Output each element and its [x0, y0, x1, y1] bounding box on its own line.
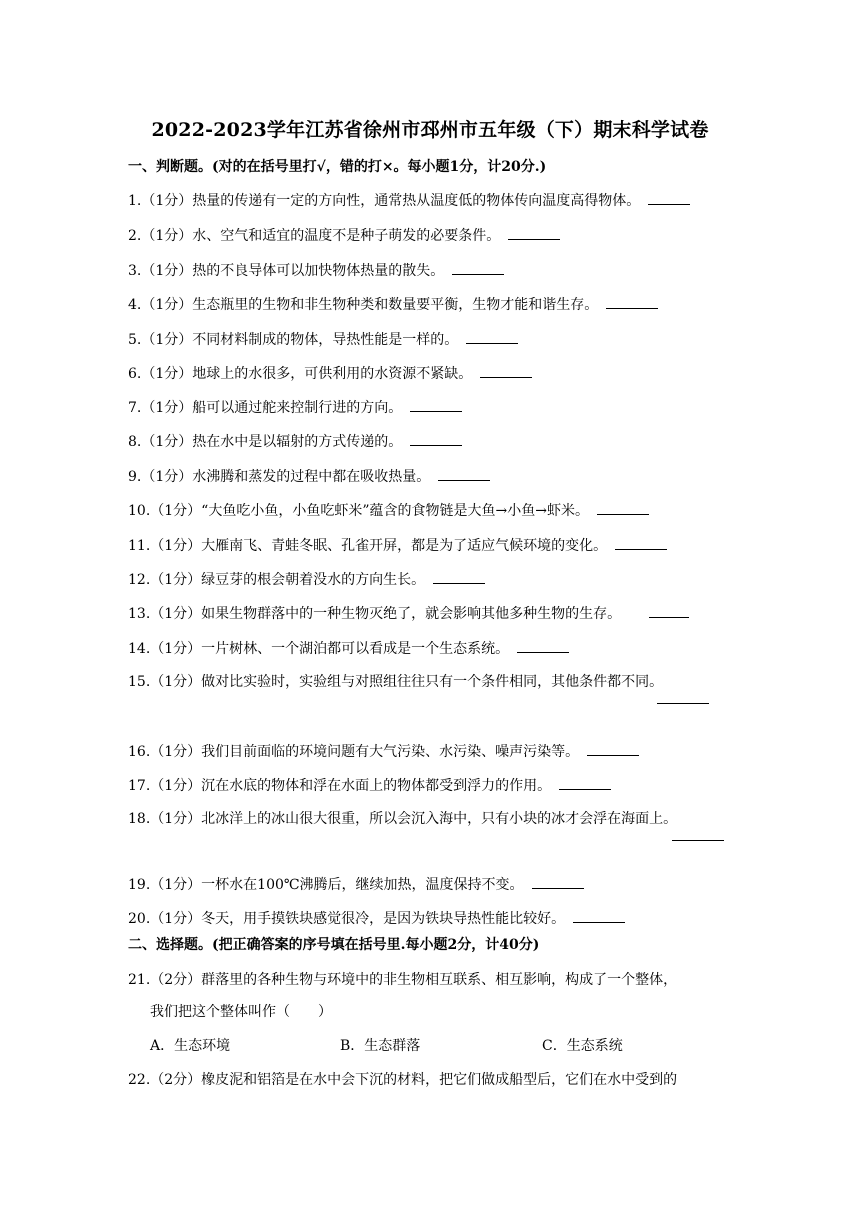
question-9: [128, 466, 738, 487]
question-text: （1分）我们目前面临的环境问题有大气污染、水污染、噪声污染等。: [150, 744, 580, 760]
question-number: 19.: [128, 877, 151, 893]
question-text: （1分）不同材料制成的物体，导热性能是一样的。: [141, 332, 459, 348]
question-number: 16.: [128, 744, 151, 760]
question-number: 8.: [128, 434, 142, 450]
question-number: 3.: [128, 263, 142, 279]
question-number: 17.: [128, 778, 151, 794]
question-text: （1分）冬天，用手摸铁块感觉很冷，是因为铁块导热性能比较好。: [150, 911, 566, 927]
question-19: [128, 874, 738, 895]
question-6: [128, 363, 738, 384]
question-number: 7.: [128, 400, 142, 416]
question-number: 10.: [128, 503, 151, 519]
question-8: [128, 431, 738, 452]
question-text: （1分）“大鱼吃小鱼，小鱼吃虾米”蕴含的食物链是大鱼→小鱼→虾米。: [150, 503, 589, 519]
answer-blank[interactable]: [452, 260, 504, 275]
answer-blank[interactable]: [672, 839, 724, 841]
answer-blank[interactable]: [438, 466, 490, 481]
question-text: （1分）沉在水底的物体和浮在水面上的物体都受到浮力的作用。: [150, 778, 552, 794]
question-12: [128, 569, 738, 590]
answer-blank[interactable]: [466, 329, 518, 344]
question-text: （1分）北冰洋上的冰山很大很重，所以会沉入海中，只有小块的冰才会浮在海面上。: [150, 811, 678, 827]
option-b: B．生态群落: [340, 1038, 421, 1054]
question-text: （2分）群落里的各种生物与环境中的非生物相互联系、相互影响，构成了一个整体，: [150, 972, 678, 988]
answer-blank[interactable]: [648, 190, 690, 205]
question-11: [128, 535, 738, 556]
question-text: （1分）热量的传递有一定的方向性，通常热从温度低的物体传向温度高得物体。: [141, 193, 641, 209]
question-number: 20.: [128, 911, 151, 927]
question-18: [128, 809, 738, 829]
answer-blank[interactable]: [649, 603, 689, 618]
question-number: 22.: [128, 1072, 151, 1088]
question-10: [128, 500, 738, 521]
question-text: （1分）如果生物群落中的一种生物灭绝了，就会影响其他多种生物的生存。: [150, 606, 622, 622]
answer-blank[interactable]: [657, 702, 709, 704]
question-5: [128, 329, 738, 350]
question-text: （1分）船可以通过舵来控制行进的方向。: [141, 400, 403, 416]
question-text: （1分）热在水中是以辐射的方式传递的。: [141, 434, 403, 450]
answer-blank[interactable]: [517, 638, 569, 653]
question-number: 21.: [128, 972, 151, 988]
question-13: [128, 603, 738, 624]
question-number: 13.: [128, 606, 151, 622]
answer-blank[interactable]: [508, 225, 560, 240]
section-2-heading: 二、选择题。(把正确答案的序号填在括号里.每小题2分，计40分): [128, 937, 540, 953]
question-16: [128, 741, 738, 762]
question-text: （2分）橡皮泥和铝箔是在水中会下沉的材料，把它们做成船型后，它们在水中受到的: [150, 1072, 678, 1088]
answer-blank[interactable]: [559, 775, 611, 790]
question-1: [128, 190, 738, 211]
question-text: （1分）热的不良导体可以加快物体热量的散失。: [141, 263, 445, 279]
answer-blank[interactable]: [410, 431, 462, 446]
question-number: 5.: [128, 332, 142, 348]
question-20: [128, 908, 738, 929]
answer-blank[interactable]: [410, 397, 462, 412]
answer-blank[interactable]: [433, 569, 485, 584]
question-number: 1.: [128, 193, 142, 209]
answer-blank[interactable]: [597, 500, 649, 515]
question-text: （1分）做对比实验时，实验组与对照组往往只有一个条件相同，其他条件都不同。: [150, 674, 664, 690]
option-a: A．生态环境: [150, 1038, 231, 1054]
answer-blank[interactable]: [615, 535, 667, 550]
option-c: C．生态系统: [542, 1038, 623, 1054]
question-number: 12.: [128, 572, 151, 588]
question-number: 9.: [128, 469, 142, 485]
answer-blank[interactable]: [573, 908, 625, 923]
answer-blank[interactable]: [480, 363, 532, 378]
question-number: 18.: [128, 811, 151, 827]
question-21-continued: 我们把这个整体叫作（ ）: [150, 1004, 332, 1020]
question-2: [128, 225, 738, 246]
question-text: （1分）绿豆芽的根会朝着没水的方向生长。: [150, 572, 426, 588]
question-3: [128, 260, 738, 281]
question-text: （1分）一片树林、一个湖泊都可以看成是一个生态系统。: [150, 641, 510, 657]
question-number: 15.: [128, 674, 151, 690]
exam-title: 2022-2023学年江苏省徐州市邳州市五年级（下）期末科学试卷: [151, 119, 709, 141]
question-15: [128, 672, 738, 692]
question-14: [128, 638, 738, 659]
question-text: （1分）一杯水在100℃沸腾后，继续加热，温度保持不变。: [150, 877, 524, 893]
answer-blank[interactable]: [532, 874, 584, 889]
question-number: 11.: [128, 538, 151, 554]
question-4: [128, 294, 738, 315]
question-number: 6.: [128, 366, 142, 382]
question-7: [128, 397, 738, 418]
question-text: （1分）水沸腾和蒸发的过程中都在吸收热量。: [141, 469, 431, 485]
question-17: [128, 775, 738, 796]
question-text: （1分）大雁南飞、青蛙冬眠、孔雀开屏，都是为了适应气候环境的变化。: [150, 538, 608, 554]
answer-blank[interactable]: [587, 741, 639, 756]
question-text: （1分）水、空气和适宜的温度不是种子萌发的必要条件。: [141, 228, 501, 244]
question-22: [128, 1070, 738, 1090]
question-number: 14.: [128, 641, 151, 657]
answer-blank[interactable]: [606, 294, 658, 309]
question-number: 4.: [128, 297, 142, 313]
section-1-heading: 一、判断题。(对的在括号里打√，错的打×。每小题1分，计20分.): [128, 159, 547, 175]
question-text: （1分）地球上的水很多，可供利用的水资源不紧缺。: [141, 366, 473, 382]
question-text: （1分）生态瓶里的生物和非生物种类和数量要平衡，生物才能和谐生存。: [141, 297, 599, 313]
question-number: 2.: [128, 228, 142, 244]
question-21: [128, 970, 738, 990]
